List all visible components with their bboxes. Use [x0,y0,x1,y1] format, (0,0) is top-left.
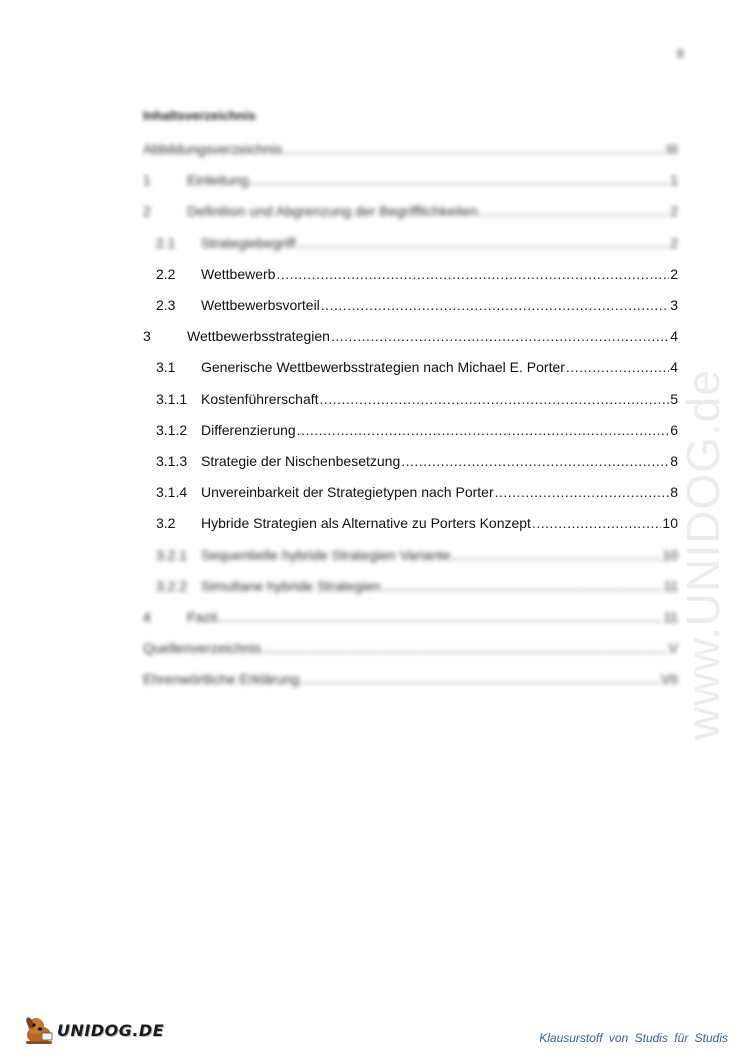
toc-entry-page: 4 [670,359,678,375]
toc-entry-page: VII [660,671,678,687]
toc-entry-label: Wettbewerb [201,266,276,282]
toc-entry-page: 10 [662,547,678,563]
watermark: www.UNIDOG.de [677,369,729,740]
unidog-logo[interactable] [22,1012,164,1048]
toc-entry-number: 3.1 [156,359,176,375]
toc-entry-label: Simultane hybride Strategien [201,578,381,594]
toc-entry-number: 2.3 [156,297,176,313]
toc-entry-page: 11 [663,609,678,625]
toc-entry[interactable] [143,265,678,283]
toc-entry-page: 6 [670,422,678,438]
toc-entry-page: 4 [670,328,678,344]
toc-entry[interactable] [143,390,678,408]
dot-leader [297,234,670,252]
toc-entry-page: 1 [670,172,678,188]
dot-leader [452,546,662,564]
toc-entry[interactable] [143,171,678,189]
toc-entry[interactable] [143,546,678,564]
toc-entry[interactable] [143,296,678,314]
toc-entry-number: 2.1 [156,235,176,251]
dot-leader [300,670,659,688]
toc-entry-label: Quellenverzeichnis [143,640,262,656]
footer-slogan: Klausurstoff von Studis für Studis [539,1031,728,1045]
toc-entry-page: 8 [670,453,678,469]
toc-entry-number: 3.1.4 [156,484,188,500]
toc-entry-label: Ehrenwörtliche Erklärung [143,671,300,687]
dot-leader [495,483,670,501]
toc-entry-number: 3.1.2 [156,422,188,438]
toc-entry[interactable] [143,202,678,220]
toc-entry-number: 2 [143,203,151,219]
dot-leader [382,577,663,595]
dot-leader [401,452,669,470]
dog-mascot-icon [22,1013,56,1047]
toc-entry-page: V [668,640,678,656]
toc-entry-page: 2 [670,235,678,251]
toc-entry-label: Strategie der Nischenbesetzung [201,453,401,469]
toc-entry[interactable] [143,577,678,595]
toc-entry-number: 4 [143,609,151,625]
toc-entry-number: 1 [143,172,151,188]
toc-entry-page: 8 [670,484,678,500]
dot-leader [532,514,661,532]
toc-entry[interactable] [143,452,678,470]
toc-entry-number: 3.2 [156,515,176,531]
toc-entry-page: III [666,141,678,157]
toc-entry-label: Differenzierung [201,422,296,438]
toc-entry-label: Wettbewerbsvorteil [201,297,320,313]
toc-entry[interactable] [143,140,678,158]
toc-entry-number: 2.2 [156,266,176,282]
dot-leader [331,327,669,345]
toc-entry-number: 3.2.2 [156,578,188,594]
toc-entry[interactable] [143,639,678,657]
toc-entry-label: Kostenführerschaft [201,391,319,407]
toc-entry[interactable] [143,421,678,439]
dot-leader [250,171,670,189]
toc-entry-number: 3.1.3 [156,453,188,469]
dot-leader [276,265,669,283]
page-number: II [676,46,684,61]
dot-leader [297,421,670,439]
dot-leader [320,390,670,408]
dot-leader [218,608,662,626]
toc-entry[interactable] [143,327,678,345]
toc-entry-page: 10 [662,515,678,531]
toc-entry-page: 11 [663,578,678,594]
toc-entry-label: Hybride Strategien als Alternative zu Porters Konzept [201,515,531,531]
toc-entry-label: Strategiebegriff [201,235,296,251]
toc-entry-label: Fazit [187,609,218,625]
toc-entry-label: Generische Wettbewerbsstrategien nach Michael E. Porter [201,359,565,375]
toc-entry-label: Abbildungsverzeichnis [143,141,283,157]
dot-leader [566,358,669,376]
toc-entry[interactable] [143,670,678,688]
toc-entry-number: 3.2.1 [156,547,188,563]
toc-entry[interactable] [143,608,678,626]
toc-entry-label: Unvereinbarkeit der Strategietypen nach Porter [201,484,494,500]
toc-entry-label: Sequentielle hybride Strategien Variante [201,547,451,563]
toc-entry[interactable] [143,514,678,532]
toc-entry[interactable] [143,483,678,501]
logo-text: UNIDOG.DE [57,1020,165,1040]
toc-entry-label: Einleitung [187,172,249,188]
toc-entry-label: Definition und Abgrenzung der Begrifflichkeiten [187,203,478,219]
toc-entry-page: 2 [670,203,678,219]
toc-entry-page: 2 [670,266,678,282]
toc-entry-page: 5 [670,391,678,407]
dot-leader [283,140,665,158]
toc-entry-page: 3 [670,297,678,313]
dot-leader [479,202,669,220]
toc-entry-label: Wettbewerbsstrategien [187,328,330,344]
toc-title: Inhaltsverzeichnis [143,108,256,123]
toc-entry-number: 3.1.1 [156,391,188,407]
dot-leader [321,296,669,314]
toc-entry[interactable] [143,234,678,252]
dot-leader [262,639,667,657]
toc-entry[interactable] [143,358,678,376]
toc-entry-number: 3 [143,328,151,344]
